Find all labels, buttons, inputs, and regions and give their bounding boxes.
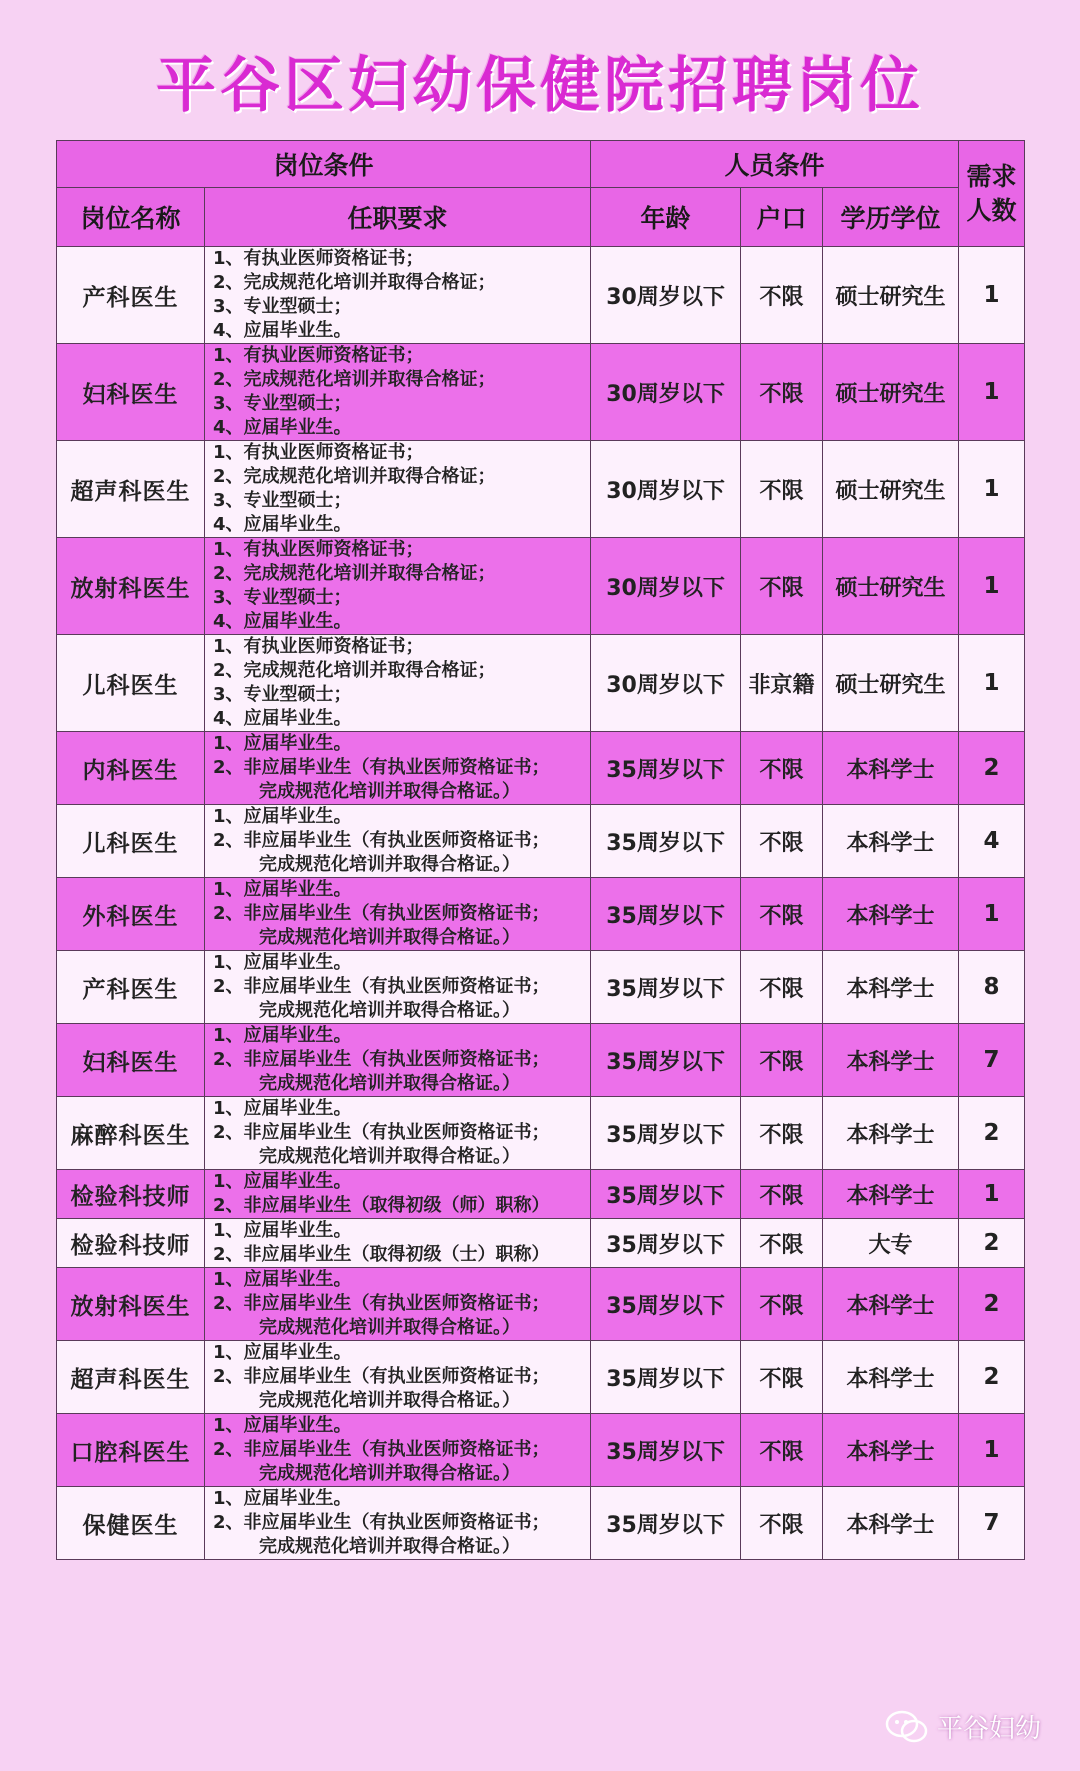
demand-count-cell: 1 bbox=[959, 538, 1025, 635]
age-cell: 35周岁以下 bbox=[591, 1414, 741, 1487]
requirement-line: 2、非应届毕业生（有执业医师资格证书； bbox=[213, 1122, 550, 1143]
requirement-line: 2、非应届毕业生（有执业医师资格证书； bbox=[213, 1512, 550, 1533]
requirements-cell bbox=[205, 1170, 591, 1219]
hukou-cell: 不限 bbox=[741, 951, 823, 1024]
hukou-cell: 不限 bbox=[741, 1487, 823, 1560]
requirements-cell bbox=[205, 1097, 591, 1170]
table-row bbox=[57, 1097, 1025, 1170]
requirements-cell bbox=[205, 1414, 591, 1487]
requirement-line: 完成规范化培训并取得合格证。） bbox=[259, 1390, 520, 1411]
hukou-cell: 不限 bbox=[741, 1219, 823, 1268]
requirement-line: 1、应届毕业生。 bbox=[213, 879, 352, 900]
table-row bbox=[57, 344, 1025, 441]
post-name-cell: 产科医生 bbox=[57, 247, 205, 344]
requirements-cell bbox=[205, 1268, 591, 1341]
header-requirements: 任职要求 bbox=[205, 188, 591, 247]
table-row bbox=[57, 805, 1025, 878]
requirement-line: 完成规范化培训并取得合格证。） bbox=[259, 854, 520, 875]
requirement-line: 1、应届毕业生。 bbox=[213, 1220, 352, 1241]
education-cell: 硕士研究生 bbox=[823, 247, 959, 344]
education-cell: 本科学士 bbox=[823, 1268, 959, 1341]
requirement-line: 2、非应届毕业生（有执业医师资格证书； bbox=[213, 976, 550, 997]
post-name-cell: 保健医生 bbox=[57, 1487, 205, 1560]
hukou-cell: 不限 bbox=[741, 344, 823, 441]
table-row bbox=[57, 951, 1025, 1024]
post-name-cell: 内科医生 bbox=[57, 732, 205, 805]
requirement-line: 1、应届毕业生。 bbox=[213, 1488, 352, 1509]
requirement-line: 3、专业型硕士； bbox=[213, 587, 352, 608]
post-name-cell: 产科医生 bbox=[57, 951, 205, 1024]
page-title: 平谷区妇幼保健院招聘岗位 bbox=[156, 51, 924, 121]
requirement-line: 4、应届毕业生。 bbox=[213, 417, 352, 438]
requirement-line: 完成规范化培训并取得合格证。） bbox=[259, 1317, 520, 1338]
requirement-line: 3、专业型硕士； bbox=[213, 490, 352, 511]
requirement-line: 1、有执业医师资格证书； bbox=[213, 248, 424, 269]
requirements-cell bbox=[205, 247, 591, 344]
requirement-line: 1、有执业医师资格证书； bbox=[213, 636, 424, 657]
demand-count-cell: 7 bbox=[959, 1024, 1025, 1097]
age-cell: 35周岁以下 bbox=[591, 1219, 741, 1268]
recruitment-table bbox=[56, 140, 1025, 1560]
requirements-cell bbox=[205, 951, 591, 1024]
hukou-cell: 非京籍 bbox=[741, 635, 823, 732]
header-age: 年龄 bbox=[591, 188, 741, 247]
requirement-line: 完成规范化培训并取得合格证。） bbox=[259, 1463, 520, 1484]
age-cell: 35周岁以下 bbox=[591, 732, 741, 805]
education-cell: 本科学士 bbox=[823, 1097, 959, 1170]
hukou-cell: 不限 bbox=[741, 1170, 823, 1219]
requirement-line: 2、非应届毕业生（有执业医师资格证书； bbox=[213, 757, 550, 778]
age-cell: 30周岁以下 bbox=[591, 344, 741, 441]
table-row bbox=[57, 1487, 1025, 1560]
education-cell: 硕士研究生 bbox=[823, 441, 959, 538]
requirement-line: 2、非应届毕业生（有执业医师资格证书； bbox=[213, 1293, 550, 1314]
requirement-line: 完成规范化培训并取得合格证。） bbox=[259, 1536, 520, 1557]
requirement-line: 完成规范化培训并取得合格证。） bbox=[259, 927, 520, 948]
header-demand-count: 需求人数 bbox=[959, 141, 1025, 247]
table-row bbox=[57, 1268, 1025, 1341]
requirement-line: 2、完成规范化培训并取得合格证； bbox=[213, 466, 496, 487]
post-name-cell: 妇科医生 bbox=[57, 1024, 205, 1097]
requirement-line: 1、应届毕业生。 bbox=[213, 1342, 352, 1363]
post-name-cell: 超声科医生 bbox=[57, 1341, 205, 1414]
age-cell: 35周岁以下 bbox=[591, 1341, 741, 1414]
education-cell: 本科学士 bbox=[823, 1024, 959, 1097]
demand-count-cell: 4 bbox=[959, 805, 1025, 878]
requirement-line: 2、非应届毕业生（有执业医师资格证书； bbox=[213, 1439, 550, 1460]
education-cell: 本科学士 bbox=[823, 1341, 959, 1414]
post-name-cell: 外科医生 bbox=[57, 878, 205, 951]
table-row bbox=[57, 538, 1025, 635]
education-cell: 硕士研究生 bbox=[823, 538, 959, 635]
hukou-cell: 不限 bbox=[741, 1097, 823, 1170]
requirement-line: 1、应届毕业生。 bbox=[213, 806, 352, 827]
requirements-cell bbox=[205, 1219, 591, 1268]
header-person-conditions: 人员条件 bbox=[591, 141, 959, 188]
requirement-line: 2、完成规范化培训并取得合格证； bbox=[213, 369, 496, 390]
requirement-line: 2、非应届毕业生（有执业医师资格证书； bbox=[213, 830, 550, 851]
table-row bbox=[57, 878, 1025, 951]
requirement-line: 4、应届毕业生。 bbox=[213, 514, 352, 535]
age-cell: 30周岁以下 bbox=[591, 538, 741, 635]
watermark-text: 平谷妇幼 bbox=[937, 1714, 1042, 1744]
requirements-cell bbox=[205, 1487, 591, 1560]
post-name-cell: 超声科医生 bbox=[57, 441, 205, 538]
post-name-cell: 口腔科医生 bbox=[57, 1414, 205, 1487]
requirements-cell bbox=[205, 538, 591, 635]
demand-count-cell: 2 bbox=[959, 1341, 1025, 1414]
demand-count-cell: 2 bbox=[959, 732, 1025, 805]
requirements-cell bbox=[205, 635, 591, 732]
post-name-cell: 检验科技师 bbox=[57, 1219, 205, 1268]
watermark-logo bbox=[885, 1708, 1041, 1745]
requirement-line: 4、应届毕业生。 bbox=[213, 320, 352, 341]
table-row bbox=[57, 247, 1025, 344]
demand-count-cell: 1 bbox=[959, 1414, 1025, 1487]
requirement-line: 2、非应届毕业生（取得初级（士）职称） bbox=[213, 1244, 550, 1265]
demand-count-cell: 2 bbox=[959, 1097, 1025, 1170]
requirements-cell bbox=[205, 441, 591, 538]
hukou-cell: 不限 bbox=[741, 805, 823, 878]
age-cell: 35周岁以下 bbox=[591, 1024, 741, 1097]
hukou-cell: 不限 bbox=[741, 1268, 823, 1341]
education-cell: 本科学士 bbox=[823, 805, 959, 878]
hukou-cell: 不限 bbox=[741, 1024, 823, 1097]
requirement-line: 1、应届毕业生。 bbox=[213, 952, 352, 973]
requirement-line: 1、有执业医师资格证书； bbox=[213, 442, 424, 463]
education-cell: 本科学士 bbox=[823, 951, 959, 1024]
requirement-line: 3、专业型硕士； bbox=[213, 684, 352, 705]
age-cell: 35周岁以下 bbox=[591, 878, 741, 951]
post-name-cell: 放射科医生 bbox=[57, 538, 205, 635]
requirements-cell bbox=[205, 1024, 591, 1097]
demand-count-cell: 1 bbox=[959, 635, 1025, 732]
requirement-line: 1、应届毕业生。 bbox=[213, 1269, 352, 1290]
requirements-cell bbox=[205, 344, 591, 441]
hukou-cell: 不限 bbox=[741, 878, 823, 951]
requirement-line: 1、应届毕业生。 bbox=[213, 1025, 352, 1046]
requirement-line: 1、有执业医师资格证书； bbox=[213, 539, 424, 560]
hukou-cell: 不限 bbox=[741, 538, 823, 635]
education-cell: 大专 bbox=[823, 1219, 959, 1268]
header-group-row bbox=[57, 141, 1025, 188]
age-cell: 30周岁以下 bbox=[591, 635, 741, 732]
requirement-line: 完成规范化培训并取得合格证。） bbox=[259, 1073, 520, 1094]
demand-count-cell: 1 bbox=[959, 441, 1025, 538]
header-column-row bbox=[57, 188, 1025, 247]
age-cell: 35周岁以下 bbox=[591, 951, 741, 1024]
post-name-cell: 儿科医生 bbox=[57, 635, 205, 732]
requirement-line: 1、有执业医师资格证书； bbox=[213, 345, 424, 366]
table-row bbox=[57, 1170, 1025, 1219]
table-row bbox=[57, 635, 1025, 732]
wechat-icon bbox=[885, 1709, 929, 1745]
requirements-cell bbox=[205, 878, 591, 951]
requirement-line: 3、专业型硕士； bbox=[213, 393, 352, 414]
post-name-cell: 放射科医生 bbox=[57, 1268, 205, 1341]
requirement-line: 2、非应届毕业生（有执业医师资格证书； bbox=[213, 1366, 550, 1387]
table-row bbox=[57, 1024, 1025, 1097]
hukou-cell: 不限 bbox=[741, 732, 823, 805]
requirement-line: 3、专业型硕士； bbox=[213, 296, 352, 317]
table-row bbox=[57, 732, 1025, 805]
table-row bbox=[57, 1414, 1025, 1487]
education-cell: 本科学士 bbox=[823, 1487, 959, 1560]
requirement-line: 2、完成规范化培训并取得合格证； bbox=[213, 660, 496, 681]
demand-count-cell: 2 bbox=[959, 1268, 1025, 1341]
table-row bbox=[57, 1219, 1025, 1268]
demand-count-cell: 1 bbox=[959, 344, 1025, 441]
age-cell: 35周岁以下 bbox=[591, 1268, 741, 1341]
requirement-line: 4、应届毕业生。 bbox=[213, 611, 352, 632]
education-cell: 本科学士 bbox=[823, 878, 959, 951]
header-post-conditions: 岗位条件 bbox=[57, 141, 591, 188]
demand-count-cell: 8 bbox=[959, 951, 1025, 1024]
education-cell: 本科学士 bbox=[823, 1170, 959, 1219]
requirements-cell bbox=[205, 1341, 591, 1414]
education-cell: 本科学士 bbox=[823, 1414, 959, 1487]
header-post-name: 岗位名称 bbox=[57, 188, 205, 247]
requirements-cell bbox=[205, 732, 591, 805]
header-hukou: 户口 bbox=[741, 188, 823, 247]
requirement-line: 2、非应届毕业生（有执业医师资格证书； bbox=[213, 1049, 550, 1070]
education-cell: 硕士研究生 bbox=[823, 344, 959, 441]
age-cell: 35周岁以下 bbox=[591, 1097, 741, 1170]
requirement-line: 2、完成规范化培训并取得合格证； bbox=[213, 272, 496, 293]
table-body bbox=[57, 247, 1025, 1560]
requirement-line: 1、应届毕业生。 bbox=[213, 1098, 352, 1119]
education-cell: 硕士研究生 bbox=[823, 635, 959, 732]
requirement-line: 1、应届毕业生。 bbox=[213, 733, 352, 754]
requirement-line: 完成规范化培训并取得合格证。） bbox=[259, 1146, 520, 1167]
hukou-cell: 不限 bbox=[741, 1414, 823, 1487]
age-cell: 30周岁以下 bbox=[591, 247, 741, 344]
post-name-cell: 妇科医生 bbox=[57, 344, 205, 441]
age-cell: 30周岁以下 bbox=[591, 441, 741, 538]
demand-count-cell: 1 bbox=[959, 247, 1025, 344]
demand-count-cell: 2 bbox=[959, 1219, 1025, 1268]
hukou-cell: 不限 bbox=[741, 441, 823, 538]
requirement-line: 4、应届毕业生。 bbox=[213, 708, 352, 729]
header-education: 学历学位 bbox=[823, 188, 959, 247]
requirement-line: 2、非应届毕业生（有执业医师资格证书； bbox=[213, 903, 550, 924]
education-cell: 本科学士 bbox=[823, 732, 959, 805]
requirement-line: 完成规范化培训并取得合格证。） bbox=[259, 781, 520, 802]
requirement-line: 2、完成规范化培训并取得合格证； bbox=[213, 563, 496, 584]
post-name-cell: 检验科技师 bbox=[57, 1170, 205, 1219]
age-cell: 35周岁以下 bbox=[591, 1170, 741, 1219]
table-row bbox=[57, 441, 1025, 538]
post-name-cell: 儿科医生 bbox=[57, 805, 205, 878]
hukou-cell: 不限 bbox=[741, 1341, 823, 1414]
demand-count-cell: 7 bbox=[959, 1487, 1025, 1560]
hukou-cell: 不限 bbox=[741, 247, 823, 344]
requirements-cell bbox=[205, 805, 591, 878]
demand-count-cell: 1 bbox=[959, 1170, 1025, 1219]
requirement-line: 1、应届毕业生。 bbox=[213, 1415, 352, 1436]
age-cell: 35周岁以下 bbox=[591, 1487, 741, 1560]
requirement-line: 2、非应届毕业生（取得初级（师）职称） bbox=[213, 1195, 550, 1216]
post-name-cell: 麻醉科医生 bbox=[57, 1097, 205, 1170]
demand-count-cell: 1 bbox=[959, 878, 1025, 951]
table-row bbox=[57, 1341, 1025, 1414]
requirement-line: 1、应届毕业生。 bbox=[213, 1171, 352, 1192]
requirement-line: 完成规范化培训并取得合格证。） bbox=[259, 1000, 520, 1021]
age-cell: 35周岁以下 bbox=[591, 805, 741, 878]
